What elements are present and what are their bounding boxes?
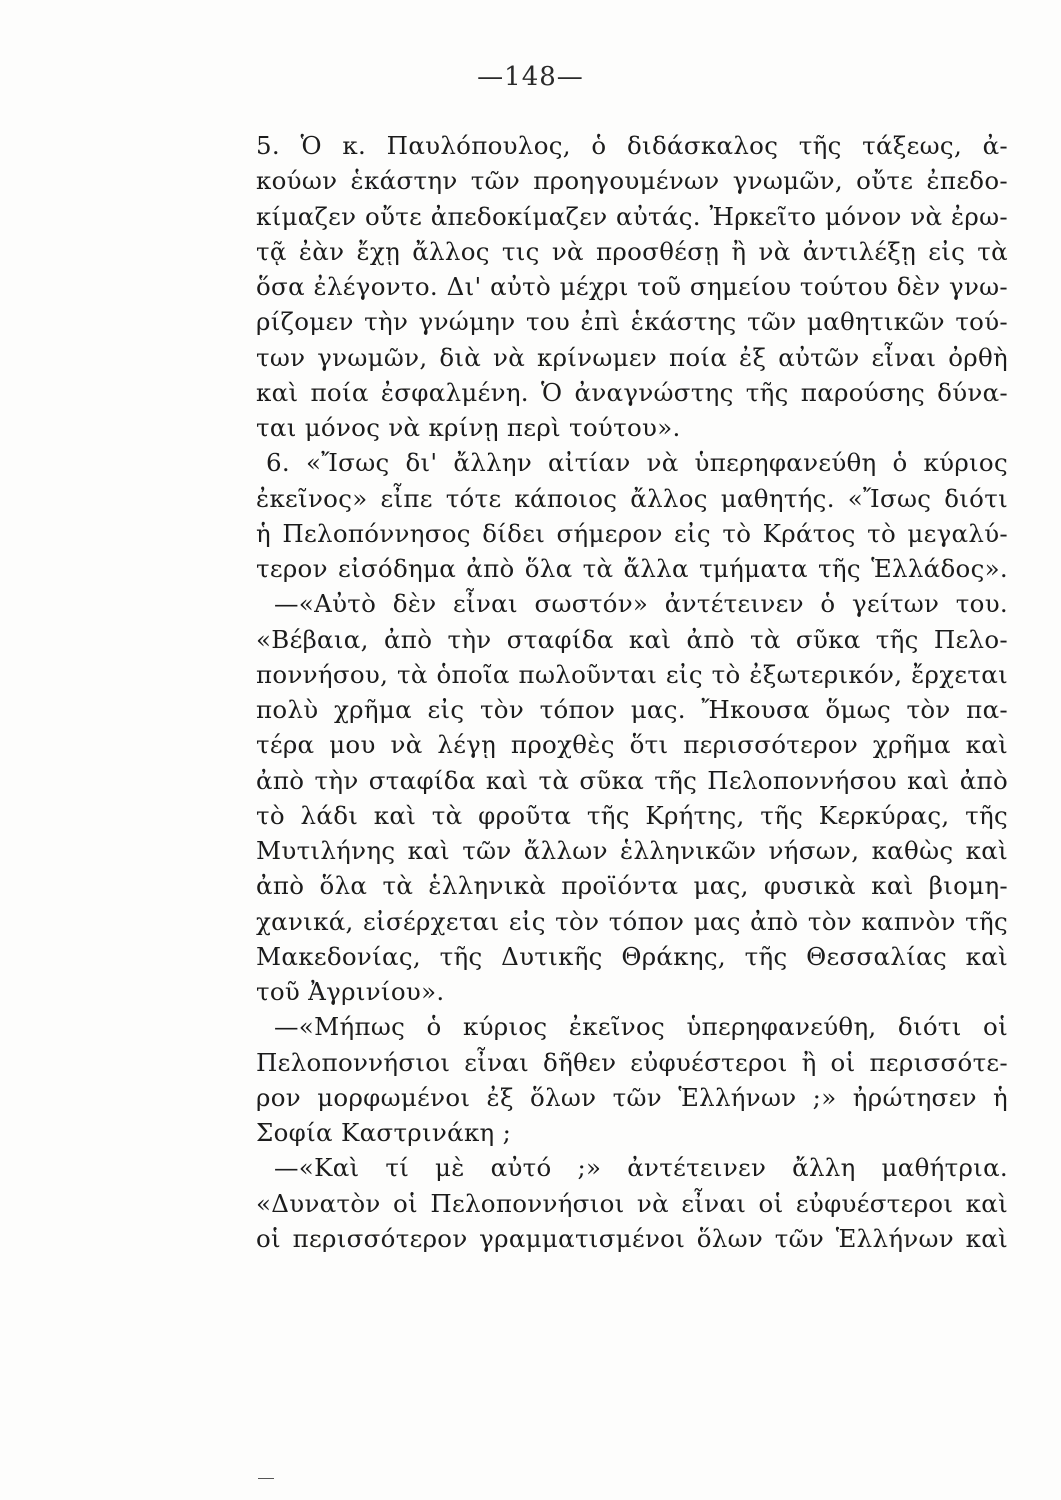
text-line: «Βέβαια, ἀπὸ τὴν σταφίδα καὶ ἀπὸ τὰ σῦκα τῆς Πελο-	[256, 624, 1008, 654]
text-line: —«Αὐτὸ δὲν εἶναι σωστόν» ἀντέτεινεν ὁ γείτων του.	[274, 589, 1008, 619]
text-line: Σοφία Καστρινάκη ;	[256, 1118, 512, 1147]
printer-mark	[258, 1478, 274, 1479]
text-line: —«Μήπως ὁ κύριος ἐκεῖνος ὑπερηφανεύθη, διότι οἱ	[274, 1012, 1008, 1042]
text-line: Μακεδονίας, τῆς Δυτικῆς Θράκης, τῆς Θεσσαλίας καὶ	[256, 941, 1008, 971]
text-line: καὶ ποία ἐσφαλμένη. Ὁ ἀναγνώστης τῆς παρούσης δύνα-	[256, 377, 1008, 407]
text-line: ἡ Πελοπόννησος δίδει σήμερον εἰς τὸ Κράτος τὸ μεγαλύ-	[256, 518, 1008, 548]
text-line: τερον εἰσόδημα ἀπὸ ὅλα τὰ ἄλλα τμήματα τῆς Ἑλλάδος».	[256, 554, 1008, 583]
text-line: ποννήσου, τὰ ὁποῖα πωλοῦνται εἰς τὸ ἐξωτερικόν, ἔρχεται	[256, 659, 1008, 689]
text-line: Πελοποννήσιοι εἶναι δῆθεν εὐφυέστεροι ἢ οἱ περισσότε-	[256, 1047, 1008, 1077]
text-line: ἐκεῖνος» εἶπε τότε κάποιος ἄλλος μαθητής. «Ἴσως διότι	[256, 483, 1008, 513]
text-line: ρίζομεν τὴν γνώμην του ἐπὶ ἑκάστης τῶν μαθητικῶν τού-	[256, 307, 1008, 337]
text-line: ὅσα ἐλέγοντο. Δι' αὐτὸ μέχρι τοῦ σημείου τούτου δὲν γνω-	[256, 272, 1008, 301]
text-line: των γνωμῶν, διὰ νὰ κρίνωμεν ποία ἐξ αὐτῶν εἶναι ὀρθὴ	[256, 342, 1008, 372]
body-text	[256, 128, 1008, 1256]
text-line: «Δυνατὸν οἱ Πελοποννήσιοι νὰ εἶναι οἱ εὐφυέστεροι καὶ	[256, 1188, 1008, 1218]
text-line: κούων ἑκάστην τῶν προηγουμένων γνωμῶν, οὔτε ἐπεδο-	[256, 166, 1008, 196]
text-line: ἀπὸ ὅλα τὰ ἑλληνικὰ προϊόντα μας, φυσικὰ καὶ βιομη-	[256, 871, 1008, 901]
text-line: τοῦ Ἀγρινίου».	[256, 977, 445, 1006]
text-line: —«Καὶ τί μὲ αὐτό ;» ἀντέτεινεν ἄλλη μαθήτρια.	[274, 1153, 1008, 1183]
text-line: 5. Ὁ κ. Παυλόπουλος, ὁ διδάσκαλος τῆς τάξεως, ἀ-	[256, 131, 1008, 160]
text-line: ται μόνος νὰ κρίνῃ περὶ τούτου».	[256, 413, 681, 442]
text-line: πολὺ χρῆμα εἰς τὸν τόπον μας. Ἤκουσα ὅμως τὸν πα-	[256, 695, 1008, 724]
text-line: τὸ λάδι καὶ τὰ φροῦτα τῆς Κρήτης, τῆς Κερκύρας, τῆς	[256, 800, 1008, 830]
text-line: οἱ περισσότερον γραμματισμένοι ὅλων τῶν Ἑλλήνων καὶ	[256, 1223, 1008, 1253]
text-line: ἀπὸ τὴν σταφίδα καὶ τὰ σῦκα τῆς Πελοποννήσου καὶ ἀπὸ	[256, 765, 1008, 795]
text-line: τέρα μου νὰ λέγῃ προχθὲς ὅτι περισσότερον χρῆμα καὶ	[256, 730, 1008, 760]
text-line: 6. «Ἴσως δι' ἄλλην αἰτίαν νὰ ὑπερηφανεύθη ὁ κύριος	[266, 448, 1008, 478]
text-line: κίμαζεν οὔτε ἀπεδοκίμαζεν αὐτάς. Ἠρκεῖτο μόνον νὰ ἐρω-	[256, 201, 1008, 231]
text-line: Μυτιλήνης καὶ τῶν ἄλλων ἑλληνικῶν νήσων, καθὼς καὶ	[256, 836, 1008, 865]
text-line: χανικά, εἰσέρχεται εἰς τὸν τόπον μας ἀπὸ τὸν καπνὸν τῆς	[256, 906, 1008, 936]
text-line: τᾷ ἐὰν ἔχῃ ἄλλος τις νὰ προσθέσῃ ἢ νὰ ἀντιλέξῃ εἰς τὰ	[256, 236, 1008, 266]
page-number: —148—	[477, 62, 584, 92]
text-line: ρον μορφωμένοι ἐξ ὅλων τῶν Ἑλλήνων ;» ἠρώτησεν ἡ	[256, 1082, 1008, 1112]
